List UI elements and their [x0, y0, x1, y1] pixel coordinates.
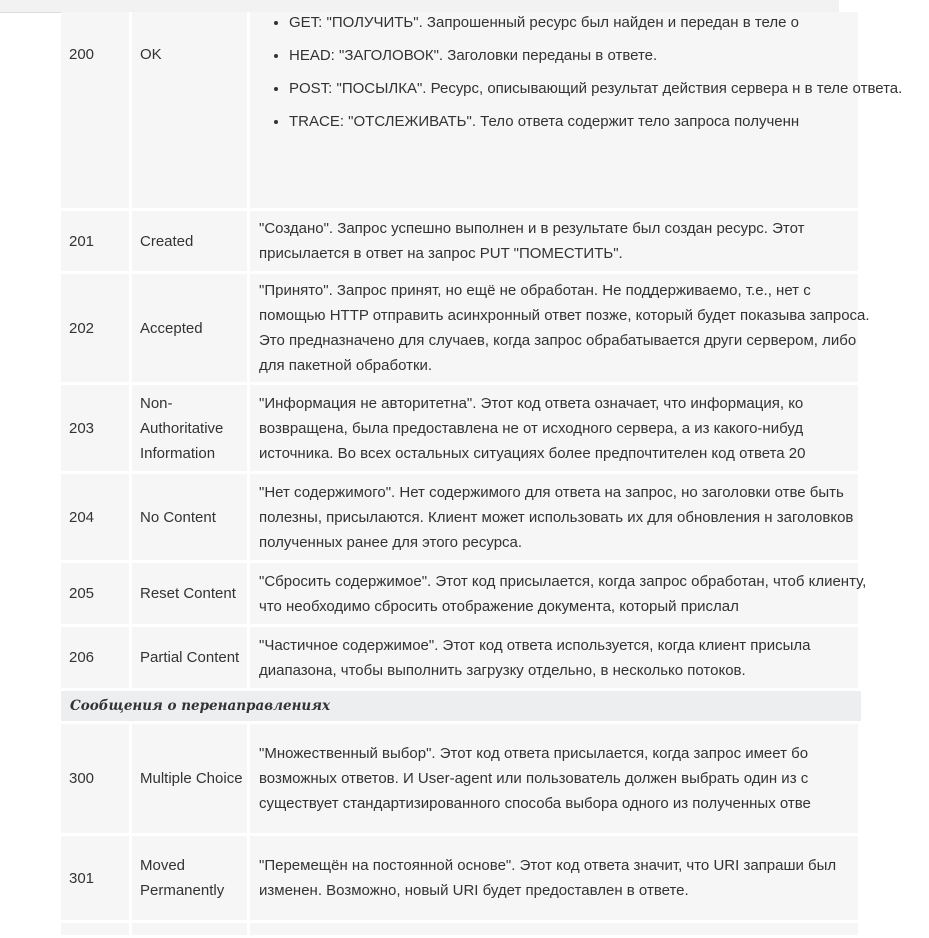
status-code: 204	[61, 474, 132, 563]
status-code: 200	[61, 12, 132, 211]
description-text: "Сбросить содержимое". Этот код присылается, когда запрос обработан, чтоб клиенту, что необходимо сбросить отображение документа, который прислал	[259, 572, 867, 615]
table-row	[61, 274, 861, 385]
status-description	[250, 12, 903, 211]
section-title: Сообщения о перенаправлениях	[61, 691, 861, 724]
status-code: 203	[61, 385, 132, 474]
status-name: OK	[132, 12, 250, 211]
list-item: • GET: "ПОЛУЧИТЬ". Запрошенный ресурс был найден и передан в теле о	[289, 10, 929, 35]
description-text: "Информация не авторитетна". Этот код ответа означает, что информация, ко возвращена, была предоставлена не от исходного сервера, а из какого-нибуд источника. Во всех остальных ситуациях более предпочтителен код ответа 20	[259, 394, 806, 462]
description-text: "Создано". Запрос успешно выполнен и в результате был создан ресурс. Этот присылается в ответ на запрос PUT "ПОМЕСТИТЬ".	[259, 220, 805, 262]
status-description	[250, 474, 861, 563]
status-description	[250, 627, 861, 691]
status-code: 202	[61, 274, 132, 385]
status-name: Multiple Choice	[132, 724, 250, 836]
table-row	[61, 12, 861, 211]
status-name: Reset Content	[132, 563, 250, 627]
status-code	[61, 923, 132, 938]
description-text: "Частичное содержимое". Этот код ответа используется, когда клиент присыла диапазона, чтобы выполнить загрузку отдельно, в несколько потоков.	[259, 636, 811, 679]
status-description	[250, 385, 861, 474]
section-header-row	[61, 691, 861, 724]
description-text: "Множественный выбор". Этот код ответа присылается, когда запрос имеет бо возможных ответов. И User-agent или пользователь должен выбрать один из с существует стандартизированного способа выбора одного из полученных отве	[259, 745, 811, 812]
table-row	[61, 836, 861, 923]
status-code: 201	[61, 211, 132, 274]
table-row	[61, 724, 861, 836]
status-name: Created	[132, 211, 250, 274]
status-codes-table	[61, 12, 903, 938]
status-description	[250, 923, 861, 938]
status-description	[250, 274, 870, 385]
table-row	[61, 923, 861, 938]
status-description	[250, 724, 861, 836]
status-name: Non-Authoritative Information	[132, 385, 250, 474]
list-item: • TRACE: "ОТСЛЕЖИВАТЬ". Тело ответа содержит тело запроса полученн	[289, 109, 929, 134]
status-name: Accepted	[132, 274, 250, 385]
table-row	[61, 563, 861, 627]
description-text: "Перемещён на постоянной основе". Этот код ответа значит, что URI запраши был изменен. Возможно, новый URI будет предоставлен в ответе.	[259, 857, 837, 899]
status-code: 205	[61, 563, 132, 627]
status-description	[250, 563, 867, 627]
list-item: • HEAD: "ЗАГОЛОВОК". Заголовки переданы в ответе.	[289, 43, 929, 68]
status-name: Moved Permanently	[132, 836, 250, 923]
status-code: 206	[61, 627, 132, 691]
status-code: 300	[61, 724, 132, 836]
status-name: No Content	[132, 474, 250, 563]
http-status-table	[61, 12, 903, 938]
methods-list	[259, 10, 929, 134]
status-code: 301	[61, 836, 132, 923]
status-description	[250, 836, 861, 923]
list-item: • POST: "ПОСЫЛКА". Ресурс, описывающий результат действия сервера н в теле ответа.	[289, 76, 929, 101]
table-row	[61, 627, 861, 691]
table-row	[61, 474, 861, 563]
description-text: "Нет содержимого". Нет содержимого для ответа на запрос, но заголовки отве быть полезны, присылаются. Клиент может использовать их для обновления н заголовков полученных ранее для этого ресурса.	[259, 483, 854, 551]
description-text: "Принято". Запрос принят, но ещё не обработан. Не поддерживаемо, т.е., нет с помощью HTTP отправить асинхронный ответ позже, который будет показыва запроса. Это предназначено для случаев, когда запрос обрабатывается други сервером, либо для пакетной обработки.	[259, 282, 870, 374]
table-row	[61, 385, 861, 474]
status-name	[132, 923, 250, 938]
status-description	[250, 211, 861, 274]
status-name: Partial Content	[132, 627, 250, 691]
table-row	[61, 211, 861, 274]
